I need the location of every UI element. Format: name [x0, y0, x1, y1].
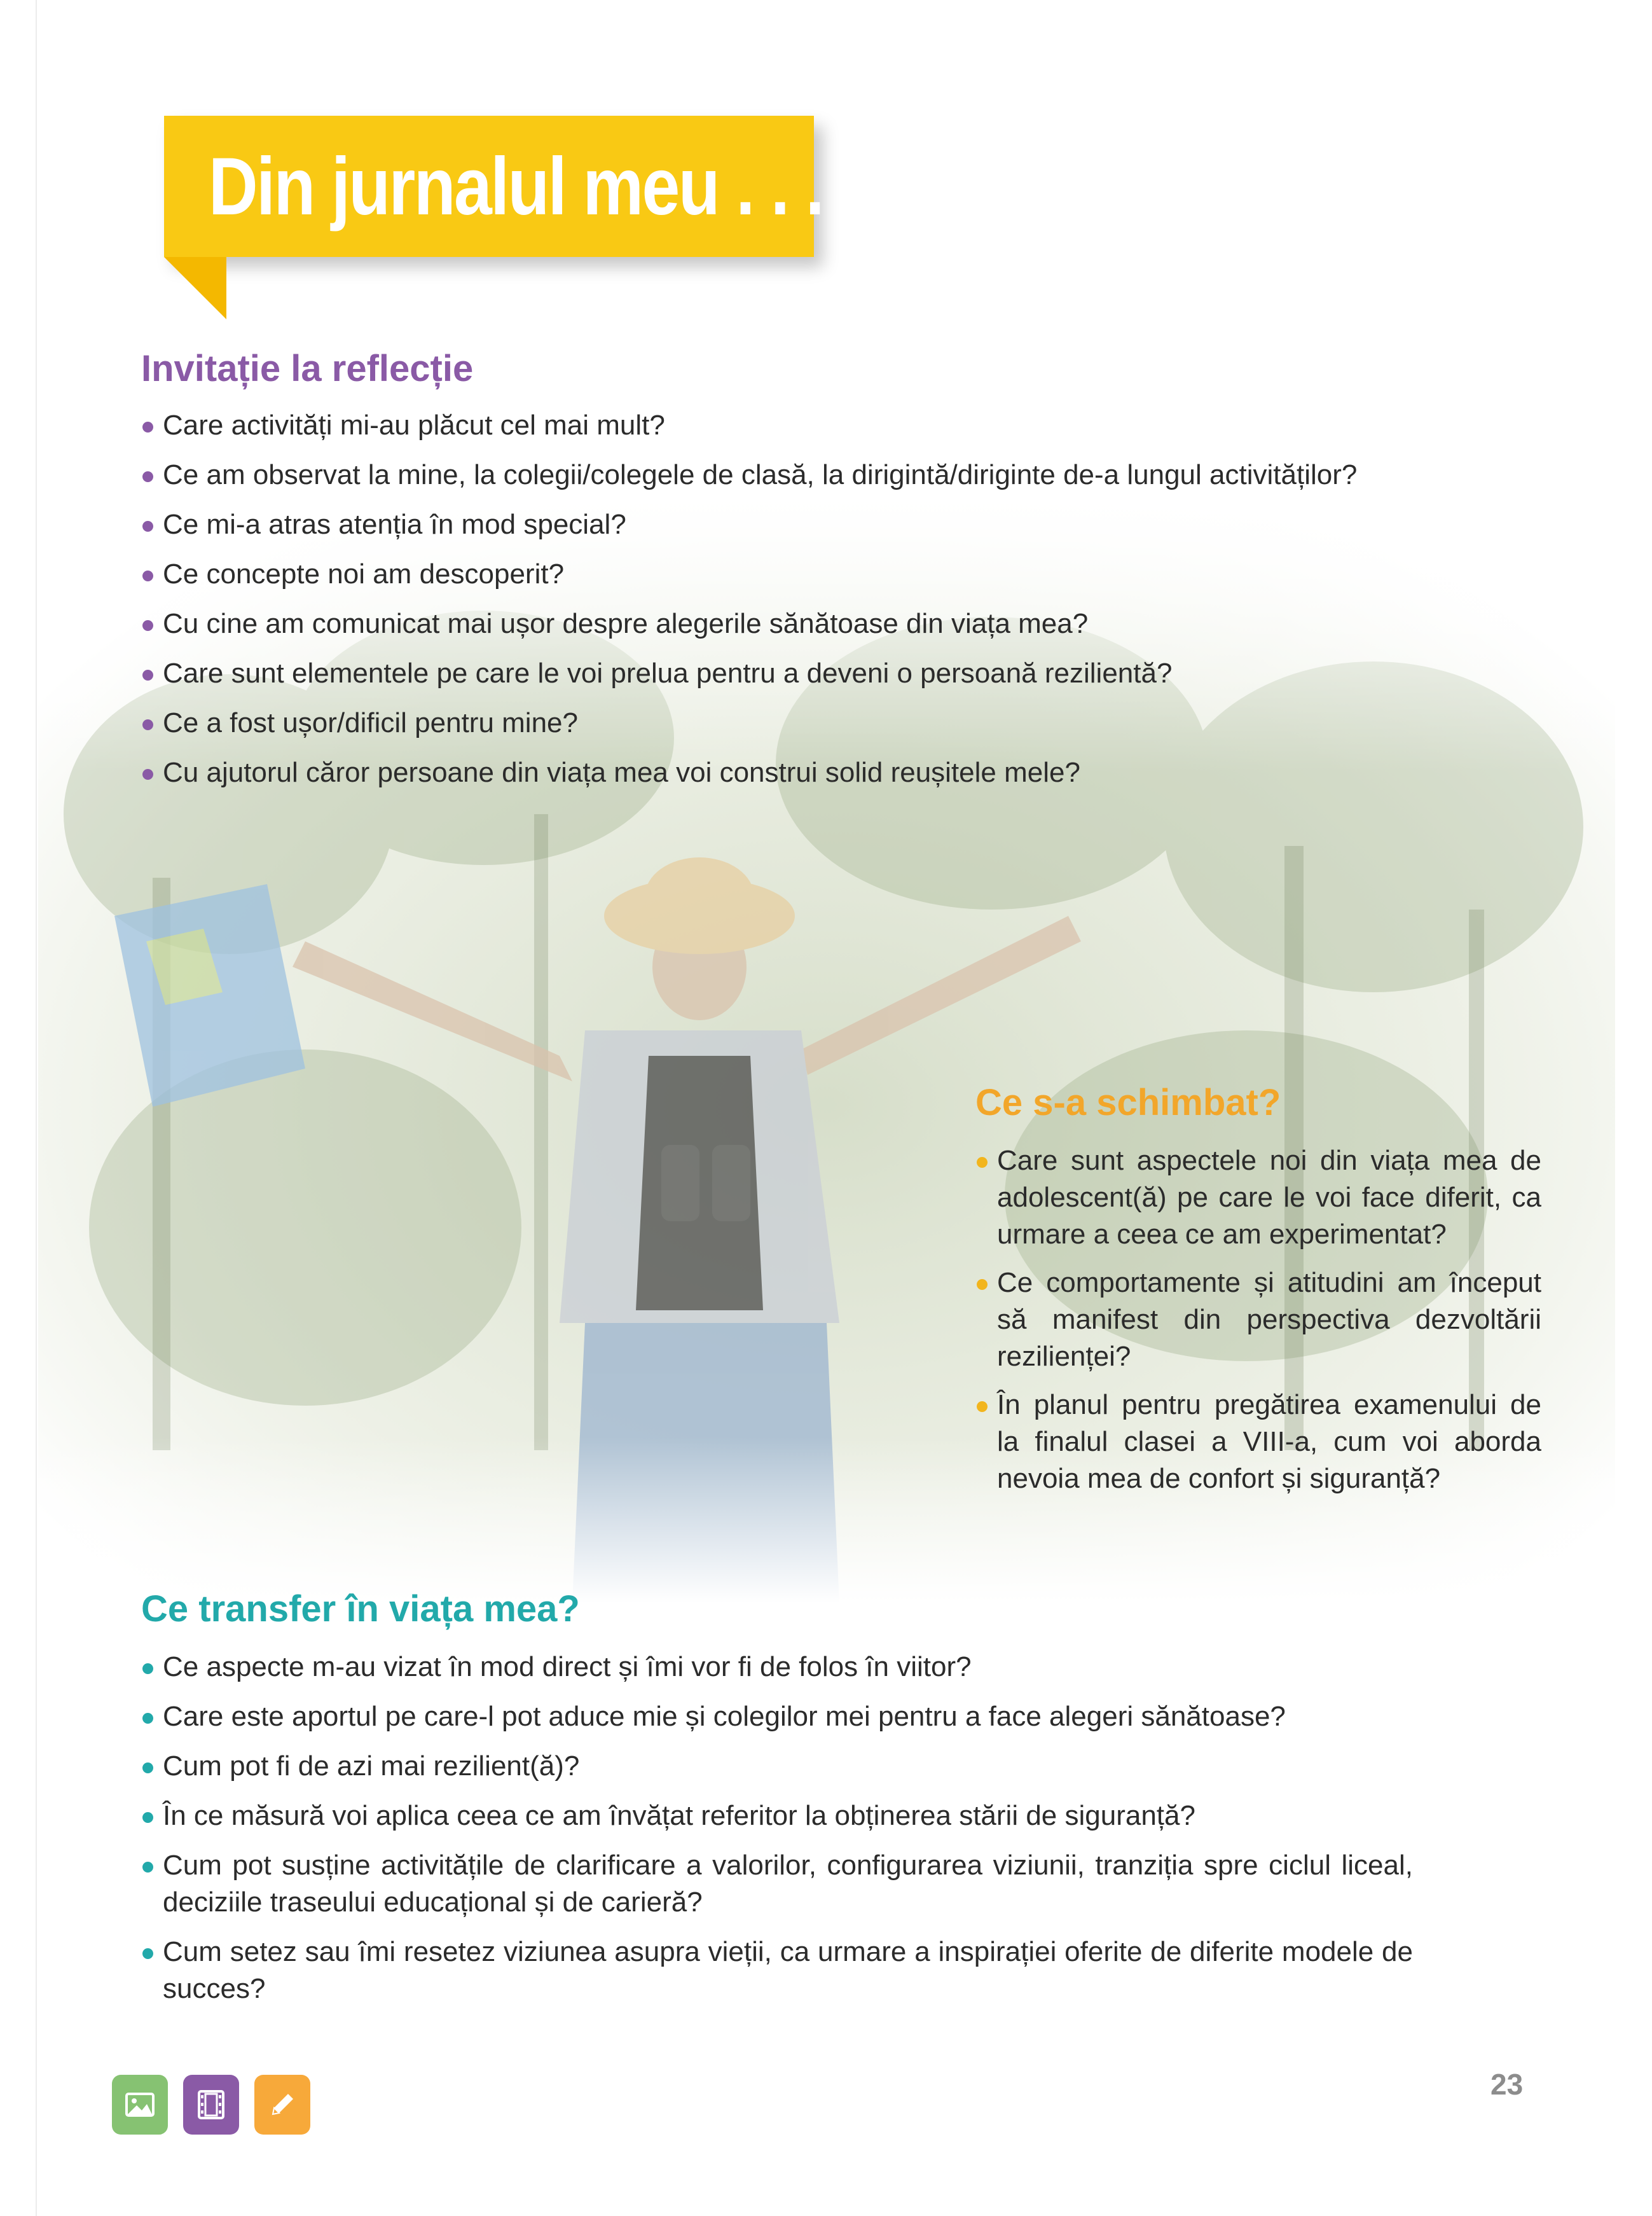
list-item: Ce mi-a atras atenția în mod special? — [141, 506, 1566, 543]
section-title-transfer: Ce transfer în viața mea? — [141, 1588, 580, 1630]
page-number: 23 — [1490, 2068, 1524, 2101]
video-button[interactable] — [183, 2075, 239, 2135]
section-title-reflection: Invitație la reflecție — [141, 348, 474, 389]
bullet-icon — [142, 422, 153, 433]
list-item: Cum pot fi de azi mai rezilient(ă)? — [141, 1748, 1413, 1785]
image-icon — [123, 2088, 157, 2122]
bullet-icon — [142, 620, 153, 631]
bullet-icon — [142, 719, 153, 730]
bullet-icon — [142, 1762, 153, 1773]
section-title-changes: Ce s-a schimbat? — [975, 1082, 1281, 1123]
pencil-icon — [265, 2088, 299, 2122]
banner-fold — [164, 257, 226, 319]
image-button[interactable] — [112, 2075, 168, 2135]
bullet-icon — [142, 1713, 153, 1724]
list-item: În planul pentru pregătirea examenului de la finalul clasei a VIII-a, cum voi aborda nevoia mea de confort și siguranță? — [975, 1387, 1541, 1497]
changes-question-list — [975, 1142, 1541, 1509]
page-title: Din jurnalul meu . . . — [209, 141, 823, 232]
list-item: Cu ajutorul căror persoane din viața mea voi construi solid reușitele mele? — [141, 754, 1566, 791]
bullet-icon — [142, 571, 153, 581]
bullet-icon — [142, 1948, 153, 1959]
list-item: Care sunt elementele pe care le voi prelua pentru a deveni o persoană rezilientă? — [141, 655, 1566, 692]
bullet-icon — [142, 471, 153, 482]
list-item: În ce măsură voi aplica ceea ce am învățat referitor la obținerea stării de siguranță? — [141, 1797, 1413, 1834]
list-item: Care este aportul pe care-l pot aduce mie și colegilor mei pentru a face alegeri sănătoase? — [141, 1698, 1413, 1735]
bullet-icon — [142, 769, 153, 780]
list-item: Ce aspecte m-au vizat în mod direct și îmi vor fi de folos în viitor? — [141, 1649, 1413, 1686]
list-item: Cu cine am comunicat mai ușor despre alegerile sănătoase din viața mea? — [141, 606, 1566, 642]
transfer-question-list — [141, 1649, 1413, 2020]
film-icon — [194, 2088, 228, 2122]
list-item: Ce comportamente și atitudini am început să manifest din perspectiva dezvoltării rezilienței? — [975, 1264, 1541, 1375]
list-item: Care activități mi-au plăcut cel mai mult? — [141, 407, 1566, 444]
bullet-icon — [977, 1279, 988, 1290]
list-item: Cum pot susține activitățile de clarificare a valorilor, configurarea viziunii, tranziția spre ciclul liceal, deciziile traseului educațional și de carieră? — [141, 1847, 1413, 1921]
page-edge — [36, 0, 37, 2216]
bullet-icon — [977, 1157, 988, 1168]
list-item: Care sunt aspectele noi din viața mea de adolescent(ă) pe care le voi face diferit, ca urmare a ceea ce am experimentat? — [975, 1142, 1541, 1253]
bullet-icon — [977, 1401, 988, 1412]
bullet-icon — [142, 1812, 153, 1823]
bullet-icon — [142, 1862, 153, 1873]
edit-button[interactable] — [254, 2075, 310, 2135]
list-item: Cum setez sau îmi resetez viziunea asupra vieții, ca urmare a inspirației oferite de diferite modele de succes? — [141, 1934, 1413, 2007]
bullet-icon — [142, 1663, 153, 1674]
list-item: Ce am observat la mine, la colegii/colegele de clasă, la dirigintă/diriginte de-a lungul activităților? — [141, 457, 1566, 494]
bullet-icon — [142, 521, 153, 532]
reflection-question-list — [141, 407, 1566, 804]
list-item: Ce a fost ușor/dificil pentru mine? — [141, 705, 1566, 742]
list-item: Ce concepte noi am descoperit? — [141, 556, 1566, 593]
title-banner — [164, 116, 823, 257]
bullet-icon — [142, 670, 153, 681]
